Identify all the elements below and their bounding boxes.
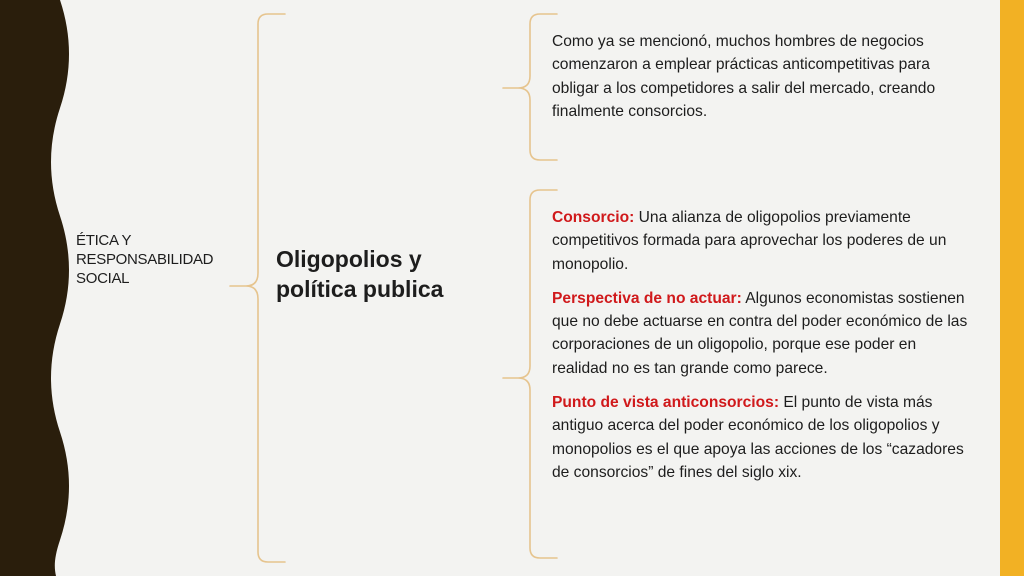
definitions-list <box>552 206 972 495</box>
definition-text: Algunos economistas sostienen que no debe actuarse en contra del poder económico de las corporaciones de un oligopolio, porque ese poder en realidad no es tan grande como parece. <box>552 289 968 377</box>
definition-term: Perspectiva de no actuar: <box>552 289 742 307</box>
root-label: ÉTICA Y RESPONSABILIDAD SOCIAL <box>76 232 214 287</box>
definition-term: Punto de vista anticonsorcios: <box>552 394 780 412</box>
topic-title: Oligopolios y política publica <box>276 246 444 302</box>
bottom-bracket <box>503 190 557 558</box>
definition-no-actuar <box>552 287 972 380</box>
definition-anticonsorcios <box>552 391 972 484</box>
top-bracket <box>503 14 557 160</box>
definition-text: El punto de vista más antiguo acerca del poder económico de los oligopolios y monopolios es el que apoya las acciones de los “cazadores de consorcios” de fines del siglo xix. <box>552 394 964 481</box>
definition-term: Consorcio: <box>552 209 635 226</box>
intro-text: Como ya se mencionó, muchos hombres de negocios comenzaron a emplear prácticas anticompetitivas para obligar a los competidores a salir del mercado, creando finalmente consorcios. <box>552 33 936 120</box>
definition-consorcio <box>552 206 972 276</box>
definition-text: Una alianza de oligopolios previamente competitivos formada para aprovechar los poderes de un monopolio. <box>552 209 947 273</box>
